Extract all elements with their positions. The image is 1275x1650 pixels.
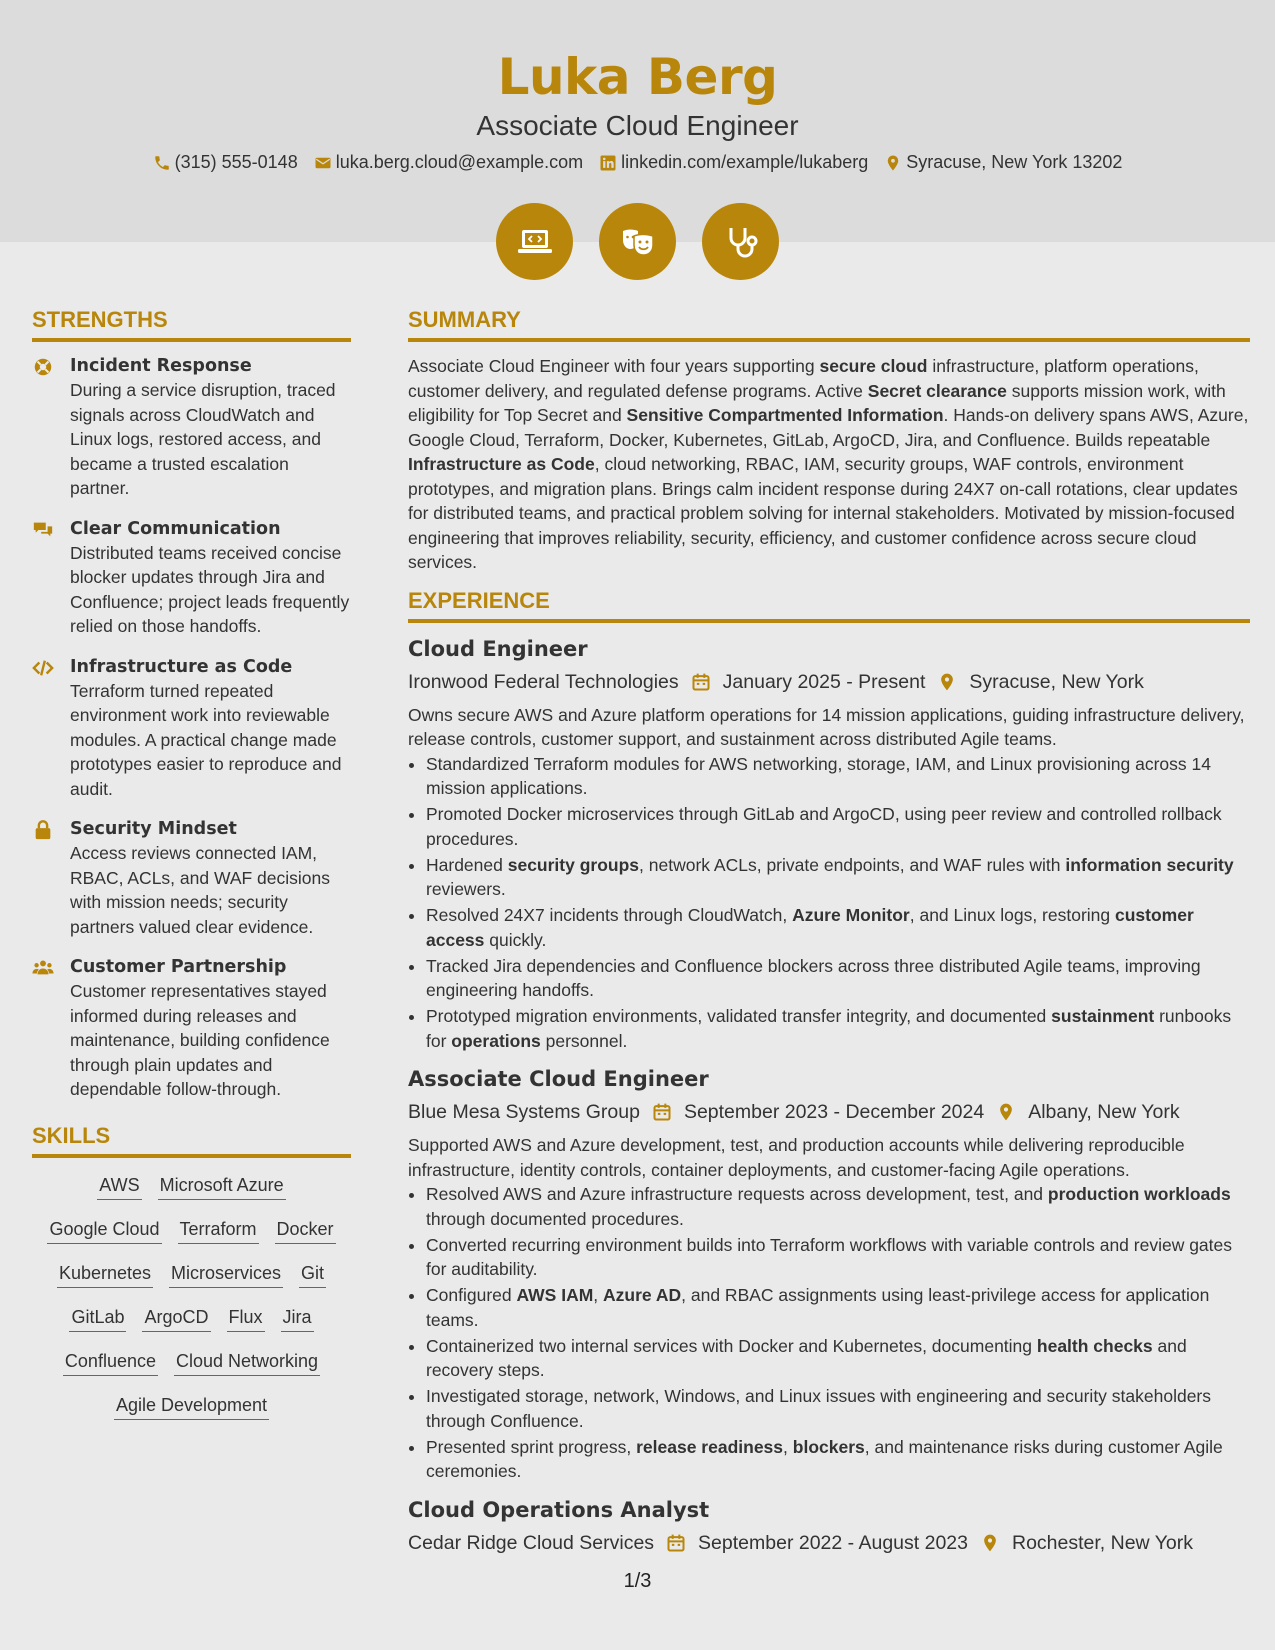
- skills-row: [32, 1218, 351, 1244]
- job-description: Owns secure AWS and Azure platform operations for 14 mission applications, guiding infrastructure delivery, release controls, customer support, and sustainment across distributed Agile teams.: [408, 704, 1245, 750]
- location-icon: [937, 672, 957, 692]
- skill-tag: Git: [299, 1262, 326, 1288]
- skills-row: [32, 1394, 351, 1420]
- skills-list: [32, 1174, 351, 1420]
- page-number: 1/3: [623, 1570, 652, 1592]
- skill-tag: AWS: [97, 1174, 141, 1200]
- contact-linkedin-text: linkedin.com/example/lukaberg: [621, 152, 869, 172]
- left-column: [32, 308, 351, 1420]
- job-location: Rochester, New York: [1012, 1531, 1194, 1554]
- job-bullets: [426, 752, 1250, 1054]
- strength-item: [32, 354, 351, 501]
- contact-bar: [0, 152, 1275, 173]
- location-icon: [980, 1533, 1000, 1553]
- job-bullet: • Hardened security groups, network ACLs, private endpoints, and WAF rules with information security reviewers.: [426, 853, 1250, 902]
- contact-linkedin[interactable]: [599, 152, 868, 173]
- contact-email[interactable]: [314, 152, 583, 173]
- lock-icon: [32, 819, 54, 841]
- job-meta: [408, 1099, 1250, 1125]
- summary-heading: SUMMARY: [408, 308, 1250, 342]
- contact-email-text: luka.berg.cloud@example.com: [335, 152, 584, 172]
- contact-location-text: Syracuse, New York 13202: [906, 152, 1123, 172]
- job-title: Cloud Engineer: [408, 636, 588, 661]
- job-bullet: • Promoted Docker microservices through GitLab and ArgoCD, using peer review and controlled rollback procedures.: [426, 802, 1250, 851]
- job-title: Associate Cloud Engineer: [408, 1067, 709, 1092]
- experience-heading: EXPERIENCE: [408, 589, 1250, 623]
- job-location: Syracuse, New York: [969, 670, 1144, 693]
- job-bullet: • Investigated storage, network, Windows, and Linux issues with engineering and security stakeholders through Confluence.: [426, 1384, 1250, 1433]
- right-column: [408, 308, 1250, 1564]
- job-bullet: • Containerized two internal services with Docker and Kubernetes, documenting health checks and recovery steps.: [426, 1334, 1250, 1383]
- code-icon: [32, 657, 54, 679]
- skill-tag: Microservices: [169, 1262, 283, 1288]
- strength-desc: During a service disruption, traced signals across CloudWatch and Linux logs, restored access, and became a trusted escalation partner.: [70, 380, 336, 499]
- job-company: Blue Mesa Systems Group: [408, 1101, 640, 1124]
- skill-tag: Google Cloud: [47, 1218, 161, 1244]
- skill-tag: Microsoft Azure: [158, 1174, 286, 1200]
- job-bullet: • Tracked Jira dependencies and Confluence blockers across three distributed Agile teams, improving engineering handoffs.: [426, 954, 1250, 1003]
- skill-tag: Jira: [281, 1306, 314, 1332]
- phone-icon: [153, 154, 171, 172]
- job-dates: September 2023 - December 2024: [683, 1101, 985, 1124]
- job-entry: [408, 1065, 1250, 1484]
- strength-item: [32, 955, 351, 1102]
- job-bullet: • Resolved 24X7 incidents through CloudWatch, Azure Monitor, and Linux logs, restoring customer access quickly.: [426, 903, 1250, 952]
- laptop-code-badge: [496, 203, 573, 280]
- lifebuoy-icon: [32, 356, 54, 378]
- skill-tag: Docker: [275, 1218, 336, 1244]
- strength-desc: Terraform turned repeated environment work into reviewable modules. A practical change made prototypes easier to reproduce and audit.: [70, 680, 342, 799]
- linkedin-icon: [599, 154, 617, 172]
- stethoscope-badge: [702, 203, 779, 280]
- contact-location: [884, 152, 1122, 173]
- theater-masks-icon: [618, 222, 658, 262]
- strength-desc: Distributed teams received concise blocker updates through Jira and Confluence; project leads frequently relied on those handoffs.: [70, 542, 350, 637]
- stethoscope-icon: [721, 222, 761, 262]
- strength-desc: Access reviews connected IAM, RBAC, ACLs, and WAF decisions with mission needs; security partners valued clear evidence.: [70, 843, 331, 937]
- job-bullet: • Configured AWS IAM, Azure AD, and RBAC assignments using least-privilege access for application teams.: [426, 1283, 1250, 1332]
- location-icon: [884, 154, 902, 172]
- summary-text: Associate Cloud Engineer with four years supporting secure cloud infrastructure, platform operations, customer delivery, and regulated defense programs. Active Secret clearance supports mission work, with eligibility for Top Secret and Sensitive Compartmented Information. Hands-on delivery spans AWS, Azure, Google Cloud, Terraform, Docker, Kubernetes, GitLab, ArgoCD, Jira, and Confluence. Builds repeatable Infrastructure as Code, cloud networking, RBAC, IAM, security groups, WAF controls, environment prototypes, and migration plans. Brings calm incident response during 24X7 on-call rotations, clear updates for distributed teams, and practical problem solving for internal stakeholders. Motivated by mission-focused engineering that improves reliability, security, efficiency, and customer confidence across secure cloud services.: [408, 356, 1249, 573]
- candidate-name: Luka Berg: [497, 48, 778, 106]
- badge-row: [0, 203, 1275, 280]
- calendar-icon: [652, 1102, 672, 1122]
- contact-phone-text: (315) 555-0148: [174, 152, 298, 172]
- strength-title: Security Mindset: [70, 819, 237, 840]
- strength-item: [32, 655, 351, 802]
- job-bullet: • Resolved AWS and Azure infrastructure requests across development, test, and production workloads through documented procedures.: [426, 1182, 1250, 1231]
- skill-tag: Kubernetes: [57, 1262, 153, 1288]
- candidate-role: Associate Cloud Engineer: [476, 110, 799, 141]
- job-description: Supported AWS and Azure development, test, and production accounts while delivering reproducible infrastructure, identity controls, container deployments, and customer-facing Agile operations.: [408, 1135, 1185, 1180]
- skill-tag: GitLab: [69, 1306, 126, 1332]
- users-icon: [32, 957, 54, 979]
- job-dates: January 2025 - Present: [722, 670, 926, 693]
- strength-title: Clear Communication: [70, 518, 281, 539]
- skill-tag: Cloud Networking: [174, 1350, 320, 1376]
- strength-title: Infrastructure as Code: [70, 656, 293, 677]
- skill-tag: Confluence: [63, 1350, 158, 1376]
- strength-item: [32, 517, 351, 639]
- experience-list: [408, 635, 1250, 1556]
- job-meta: [408, 1530, 1250, 1556]
- skills-row: [32, 1350, 351, 1376]
- skill-tag: Agile Development: [114, 1394, 269, 1420]
- job-company: Ironwood Federal Technologies: [408, 670, 679, 693]
- job-dates: September 2022 - August 2023: [698, 1531, 968, 1554]
- job-bullet: • Prototyped migration environments, validated transfer integrity, and documented sustainment runbooks for operations personnel.: [426, 1004, 1250, 1053]
- strength-title: Incident Response: [70, 356, 252, 377]
- job-meta: [408, 669, 1250, 695]
- strength-title: Customer Partnership: [70, 957, 287, 978]
- job-bullet: • Presented sprint progress, release readiness, blockers, and maintenance risks during customer Agile ceremonies.: [426, 1435, 1250, 1484]
- skills-row: [32, 1174, 351, 1200]
- skills-row: [32, 1306, 351, 1332]
- strengths-heading: STRENGTHS: [32, 308, 351, 342]
- email-icon: [314, 154, 332, 172]
- skill-tag: Terraform: [178, 1218, 259, 1244]
- job-title: Cloud Operations Analyst: [408, 1497, 710, 1522]
- skill-tag: ArgoCD: [142, 1306, 210, 1332]
- calendar-icon: [691, 672, 711, 692]
- job-company: Cedar Ridge Cloud Services: [408, 1531, 655, 1554]
- skill-tag: Flux: [227, 1306, 265, 1332]
- skills-row: [32, 1262, 351, 1288]
- job-bullet: • Standardized Terraform modules for AWS networking, storage, IAM, and Linux provisioning across 14 mission applications.: [426, 752, 1250, 801]
- strength-item: [32, 817, 351, 939]
- job-entry: [408, 635, 1250, 1054]
- strength-desc: Customer representatives stayed informed during releases and maintenance, building confidence through plain updates and dependable follow-through.: [70, 981, 330, 1100]
- laptop-code-icon: [515, 222, 555, 262]
- job-bullet: • Converted recurring environment builds into Terraform workflows with variable controls and review gates for auditability.: [426, 1233, 1250, 1282]
- chat-icon: [32, 519, 54, 541]
- job-bullets: [426, 1182, 1250, 1484]
- theater-masks-badge: [599, 203, 676, 280]
- location-icon: [996, 1102, 1016, 1122]
- calendar-icon: [666, 1533, 686, 1553]
- job-entry: [408, 1496, 1250, 1556]
- skills-heading: SKILLS: [32, 1124, 351, 1158]
- contact-phone[interactable]: [153, 152, 298, 173]
- job-location: Albany, New York: [1028, 1101, 1180, 1124]
